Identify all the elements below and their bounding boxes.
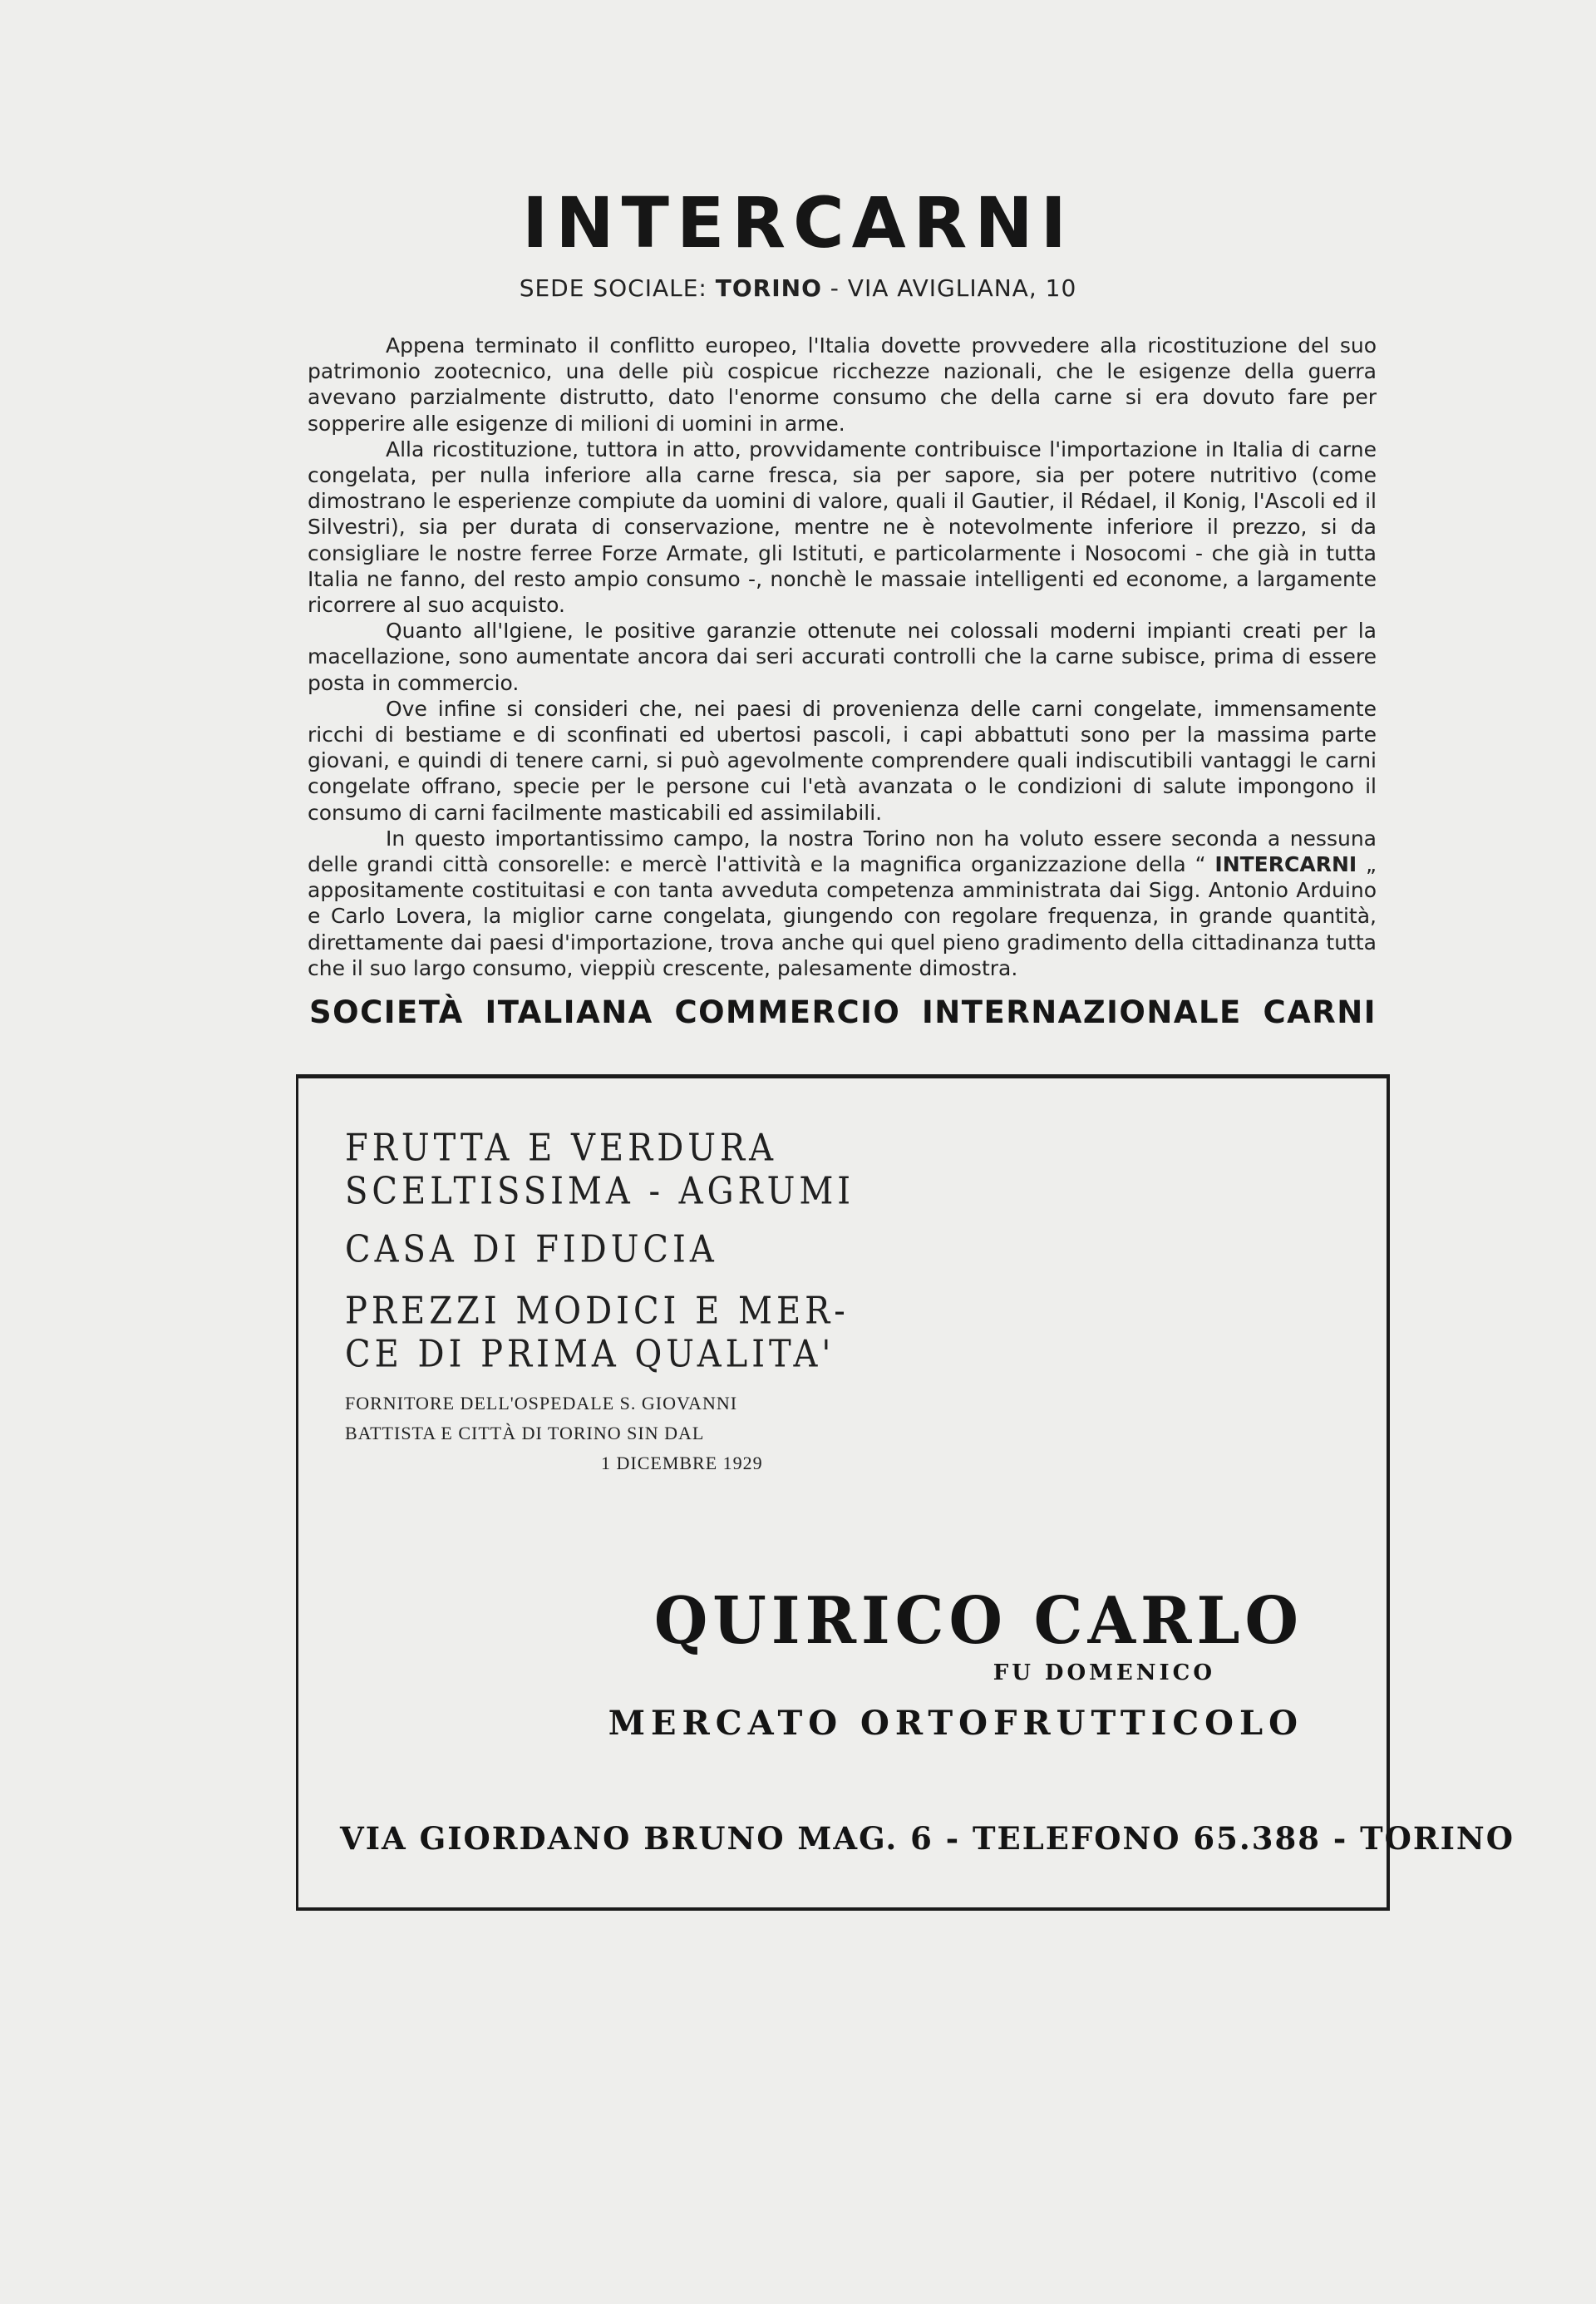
advertisement-box bbox=[296, 1074, 1515, 1911]
ad-supplier-line-2: BATTISTA E CITTÀ DI TORINO SIN DAL bbox=[345, 1423, 705, 1443]
ad-market-name: MERCATO ORTOFRUTTICOLO bbox=[608, 1704, 1303, 1743]
ad-business-subtitle: FU DOMENICO bbox=[993, 1660, 1215, 1685]
ad-line-quality: CE DI PRIMA QUALITA' bbox=[345, 1333, 835, 1376]
paragraph-5-start: In questo importantissimo campo, la nostra Torino non ha voluto essere seconda a nessuna delle grandi città consorelle: e mercè l'attività e la magnifica organizzazione della “ bbox=[308, 826, 1377, 877]
ad-business-name: QUIRICO CARLO bbox=[653, 1583, 1303, 1660]
subtitle-city: TORINO bbox=[715, 274, 822, 302]
article-body bbox=[308, 333, 1377, 981]
ad-line-citrus: SCELTISSIMA - AGRUMI bbox=[345, 1170, 855, 1213]
page-subtitle bbox=[0, 274, 1596, 302]
society-word-4: INTERNAZIONALE bbox=[921, 994, 1242, 1030]
society-word-1: SOCIETÀ bbox=[309, 994, 464, 1030]
article-paragraph-4: Ove infine si consideri che, nei paesi di provenienza delle carni congelate, immensamente ricchi di bestiame e di sconfinati ed ubertosi pascoli, i capi abbattuti sono per la massima parte giovani, e quindi di tenere carni, si può agevolmente comprendere quali indiscutibili vantaggi le carni congelate offrano, specie per le persone cui l'età avanzata o le condizioni di salute impongono il consumo di carni facilmente masticabili ed assimilabili. bbox=[308, 696, 1377, 825]
page-title: INTERCARNI bbox=[522, 182, 1074, 264]
society-word-5: CARNI bbox=[1263, 994, 1377, 1030]
subtitle-address: - VIA AVIGLIANA, 10 bbox=[830, 274, 1077, 302]
article-paragraph-1: Appena terminato il conflitto europeo, l'Italia dovette provvedere alla ricostituzione del suo patrimonio zootecnico, una delle più cospicue ricchezze nazionali, che le esigenze della guerra avevano parzialmente distrutto, dato l'enorme consumo che della carne si era dovuto fare per sopperire alle esigenze di milioni di uomini in arme. bbox=[308, 333, 1377, 436]
society-word-3: COMMERCIO bbox=[674, 994, 901, 1030]
ad-line-fruit: FRUTTA E VERDURA bbox=[345, 1127, 777, 1170]
paragraph-5-end: „ appositamente costituitasi e con tanta avveduta competenza amministrata dai Sigg. Antonio Arduino e Carlo Lovera, la miglior carne congelata, giungendo con regolare frequenza, in grande quantità, direttamente dai paesi d'importazione, trova anche qui quel pieno gradimento della cittadinanza tutta che il suo largo consumo, vieppiù crescente, palesamente dimostra. bbox=[308, 852, 1377, 980]
subtitle-prefix: SEDE SOCIALE: bbox=[519, 274, 707, 302]
ad-line-prices: PREZZI MODICI E MER- bbox=[345, 1290, 850, 1333]
ad-supplier-line-1: FORNITORE DELL'OSPEDALE S. GIOVANNI bbox=[345, 1393, 738, 1413]
article-paragraph-5 bbox=[308, 826, 1377, 981]
society-word-2: ITALIANA bbox=[485, 994, 653, 1030]
article-paragraph-3: Quanto all'Igiene, le positive garanzie ottenute nei colossali moderni impianti creati per la macellazione, sono aumentate ancora dai seri accurati controlli che la carne subisce, prima di essere posta in commercio. bbox=[308, 619, 1377, 695]
article-paragraph-2: Alla ricostituzione, tuttora in atto, provvidamente contribuisce l'importazione in Italia di carne congelata, per nulla inferiore alla carne fresca, sia per sapore, sia per potere nutritivo (come dimostrano le esperienze compiute da uomini di valore, quali il Gautier, il Rédael, il Konig, l'Ascoli ed il Silvestri), sia per durata di conservazione, mentre ne è notevolmente inferiore il prezzo, si da consigliare le nostre ferree Forze Armate, gli Istituti, e particolarmente i Nosocomi - che già in tutta Italia ne fanno, del resto ampio consumo -, nonchè le massaie intelligenti ed econome, a largamente ricorrere al suo acquisto. bbox=[308, 437, 1377, 618]
ad-address: VIA GIORDANO BRUNO MAG. 6 - TELEFONO 65.388 - TORINO bbox=[340, 1820, 1515, 1857]
ad-supplier-line-3: 1 DICEMBRE 1929 bbox=[601, 1453, 763, 1473]
society-name bbox=[309, 994, 1377, 1030]
paragraph-5-brand: INTERCARNI bbox=[1214, 852, 1357, 877]
ad-line-trust: CASA DI FIDUCIA bbox=[345, 1228, 718, 1271]
